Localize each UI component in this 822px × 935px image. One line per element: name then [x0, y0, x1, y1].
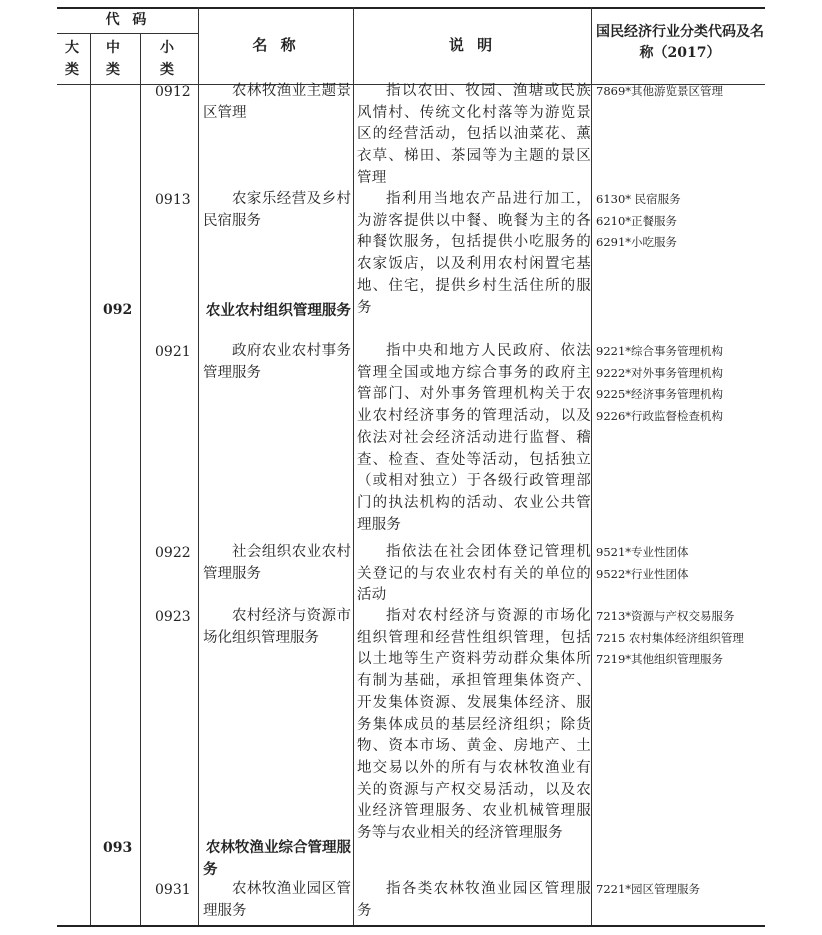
row-name-0922: 社会组织农业农村管理服务	[203, 544, 351, 582]
ref-item: 7213*资源与产权交易服务	[596, 609, 735, 623]
ref-item: 6130* 民宿服务	[596, 192, 681, 206]
row-desc-0921: 指中央和地方人民政府、依法管理全国或地方综合事务的政府主管部门、对外事务管理机构关于农业农村经济事务的管理活动，以及依法对社会经济活动进行监督、稽查、检查、查处等活动，包括独立（或相对独立）于各级行政管理部门的执法机构的活动、农业公共管理服务	[357, 343, 591, 533]
ref-item: 6291*小吃服务	[596, 235, 678, 249]
row-desc-0931: 指各类农林牧渔业园区管理服务	[357, 881, 591, 919]
row-name-0912: 农林牧渔业主题景区管理	[203, 83, 351, 121]
ref-item: 7219*其他组织管理服务	[596, 652, 724, 666]
row-desc-0912: 指以农田、牧园、渔塘或民族风情村、传统文化村落等为游览景区的经营活动，包括以油菜花、薰衣草、梯田、茶园等为主题的景区管理	[357, 83, 591, 186]
header-name: 名 称	[252, 36, 300, 54]
row-refs-0921	[596, 341, 796, 427]
row-desc-0913: 指利用当地农产品进行加工，为游客提供以中餐、晚餐为主的各种餐饮服务，包括提供小吃服务的农家饭店，以及利用农村闲置宅基地、住宅，提供乡村生活住所的服务	[357, 191, 591, 316]
header-middle-class: 中类	[106, 40, 124, 78]
row-code-0931: 0931	[155, 882, 191, 898]
row-refs-0922	[596, 542, 796, 585]
col-divider-minor	[198, 7, 199, 925]
row-refs-0912	[596, 81, 796, 103]
row-desc-0923: 指对农村经济与资源的市场化组织管理和经营性组织管理，包括以土地等生产资料劳动群众集体所有制为基础，承担管理集体资产、开发集体资源、发展集体经济、服务集体成员的基层经济组织；除货物、资本市场、黄金、房地产、土地交易以外的所有与农林牧渔业有关的资源与产权交易活动，以及农业经济管理服务、农业机械管理服务等与农业相关的经济管理服务	[357, 608, 591, 842]
col-divider-description	[591, 7, 592, 925]
row-desc-0922: 指依法在社会团体登记管理机关登记的与农业农村有关的单位的活动	[357, 544, 591, 604]
table-bottom-rule	[57, 925, 765, 927]
row-code-0923: 0923	[155, 609, 191, 625]
row-name-0931: 农林牧渔业园区管理服务	[203, 881, 351, 919]
ref-item: 9226*行政监督检查机构	[596, 408, 724, 423]
col-divider-name	[353, 7, 354, 925]
row-code-0913: 0913	[155, 192, 191, 208]
ref-item: 6210*正餐服务	[596, 213, 678, 228]
ref-item: 7869*其他游览景区管理	[596, 84, 724, 98]
row-code-0921: 0921	[155, 344, 191, 360]
row-code-0922: 0922	[155, 545, 191, 561]
header-minor-class: 小类	[160, 40, 178, 78]
code-header-divider	[57, 33, 198, 34]
row-refs-0931	[596, 879, 796, 901]
row-refs-0923	[596, 606, 796, 671]
group-name-092: 农业农村组织管理服务	[205, 302, 351, 319]
ref-item: 9221*综合事务管理机构	[596, 344, 724, 358]
col-divider-major	[90, 34, 91, 925]
ref-item: 9522*行业性团体	[596, 566, 689, 581]
header-description: 说 明	[448, 36, 497, 54]
row-refs-0913	[596, 189, 796, 254]
ref-item: 9225*经济事务管理机构	[596, 387, 724, 401]
ref-item: 7215 农村集体经济组织管理	[596, 630, 744, 645]
row-name-0921: 政府农业农村事务管理服务	[203, 343, 351, 381]
ref-item: 9222*对外事务管理机构	[596, 365, 724, 380]
row-name-0923: 农村经济与资源市场化组织管理服务	[203, 608, 351, 646]
group-name-093: 农林牧渔业综合管理服务	[203, 839, 351, 878]
row-code-0912: 0912	[155, 84, 191, 100]
group-code-093: 093	[103, 840, 133, 856]
header-reference-code: 国民经济行业分类代码及名称（2017）	[596, 24, 764, 61]
ref-item: 9521*专业性团体	[596, 545, 689, 559]
group-code-092: 092	[103, 302, 133, 318]
header-major-class: 大类	[65, 40, 83, 78]
row-name-0913: 农家乐经营及乡村民宿服务	[203, 191, 351, 229]
col-divider-middle	[140, 34, 141, 925]
ref-item: 7221*园区管理服务	[596, 882, 701, 896]
header-code-group: 代 码	[105, 12, 151, 28]
table-top-rule	[57, 7, 765, 9]
